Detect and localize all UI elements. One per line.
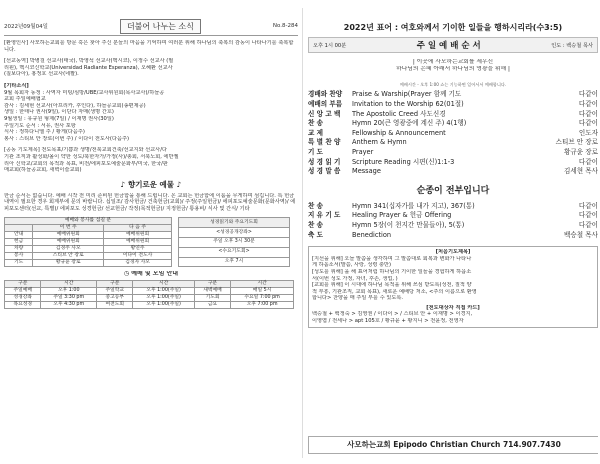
study-line: <수요기도회>	[179, 247, 290, 257]
news-item: 교회 주일예배협교	[4, 96, 46, 103]
prayer-line: 리아 신학교/교회의 목적과 목표, 비전/에피포도예술문화부/미국, 한국/판	[4, 160, 168, 167]
order-row: 찬 송 Hymn 341(십자가를 내가 지고), 367(통) 다같이	[308, 201, 598, 210]
duty-cell: 예배위원회	[33, 239, 104, 246]
schedule-header: 시간	[41, 281, 96, 288]
study-table-title: 성경읽기와 주요기도회	[179, 218, 290, 228]
duty-cell: 예배위원회	[104, 239, 172, 246]
sermon-title: 순종이 전부입니다	[416, 185, 490, 196]
order-row: 기 도 Prayer 황규윤 장로	[308, 147, 598, 156]
left-column	[4, 0, 298, 464]
prayer-box-line: [지선을 위해] 오늘 말씀을 생각하며 그 말씀대로 회복과 변화가 나타나	[312, 255, 472, 262]
service-time: 오후 1시 00분	[313, 42, 347, 49]
duty-cell: 김경주 사모	[33, 246, 104, 253]
evangelism-line: 백승철 + 백정숙 > 김영권 / 이다이 > / 스티브 안 + 이재명 > 이경지,	[312, 311, 473, 318]
duty-table-title: 예배와 봉사를 섬길 분	[5, 218, 172, 225]
duty-cell: 김경자 사모	[104, 260, 172, 267]
prayer-box-line: 게 하옵소서(말씀, 사랑, 성령 충만)	[312, 262, 392, 269]
prayer-box-line: 적 부흥, 기관조직, 교회 목표), 새로운 예배당 처소, <주의 이름으로 환영	[312, 288, 477, 295]
bulletin-date: 2022년09월04일	[4, 24, 48, 30]
missionary-line: (칠보다아), 홍정호 선교사(네팔).	[4, 71, 79, 78]
study-table	[178, 217, 290, 267]
duty-header	[5, 225, 33, 232]
schedule-header: 시간	[133, 281, 194, 288]
issue-number: No.8-284	[272, 23, 298, 29]
order-of-service	[308, 90, 598, 176]
duty-header: 이 번 주	[33, 225, 104, 232]
evangelism-title: [전도대상자 직접 카드]	[426, 304, 480, 311]
order-row: 특 별 찬 양 Anthem & Hymn 스티브 안 장로	[308, 138, 598, 147]
prayer-box	[308, 246, 598, 328]
order-row: 찬 송 Hymn 5장(이 천지간 만물들아), 5(통) 다같이	[308, 220, 598, 229]
news-item: 감사 : 김세현 선교사(아프리카, 후인다), 하늘공교회(송편제공)	[4, 102, 146, 109]
welcome-text: [환영인사] 사모하는교회를 방문 혹은 찾아 주신 분들의 마음을 기억하며 여러분 위해 하나님의 축복의 감동이 나타나기를 축복합니다.	[4, 40, 294, 53]
missionary-line: 리핀), 멕시코신학교(Universidad Radiante Esperanza), 오혜환 선교사	[4, 64, 173, 71]
duty-cell: 안내	[5, 232, 33, 239]
service-leader: 인도 : 백승철 목사	[551, 42, 593, 49]
study-line: 오후 7시	[179, 257, 290, 267]
schedule-table	[4, 280, 294, 309]
duty-cell: 봉사	[5, 253, 33, 260]
prayer-box-line: [교회를 위해] 이 시대에 하나님 목적을 위해 쓰심 받도록(성전, 질적 양	[312, 282, 472, 289]
schedule-header: 구분	[5, 281, 41, 288]
order-row: 성 경 읽 기 Scripture Reading 시편(신)1:1-3 다같이	[308, 157, 598, 166]
schedule-cell: 중고등부	[96, 295, 132, 302]
order-row: 신 앙 고 백 The Apostolic Creed 사도신경 다같이	[308, 109, 598, 118]
duty-cell: 예배위원회	[104, 232, 172, 239]
clock-icon: ◷	[123, 271, 132, 278]
call-line: 하나님의 은혜 아래서 하나님의 영광을 위해 |	[396, 66, 510, 73]
worship-note: 예배시간 - 오후 1:00 쇼는 기능하면 일어서서 예배합니다.	[399, 81, 507, 87]
prayer-box-line: 합니다> 찬양을 매 주일 부를 수 있도록.	[312, 295, 404, 302]
schedule-cell: 주일예배	[5, 288, 41, 295]
news-heading: [기타소식]	[4, 82, 29, 89]
schedule-cell: 오후 7:00 pm	[231, 302, 294, 309]
schedule-cell: 오후 1:00(주일)	[133, 288, 194, 295]
year-theme: 2022년 표어 : 여호와께서 기이한 일들을 행하시리라(수3:5)	[343, 23, 563, 32]
news-section	[4, 83, 298, 142]
schedule-cell: 수요일 7:00 pm	[231, 295, 294, 302]
order-row: 교 제 Fellowship & Announcement 인도자	[308, 128, 598, 137]
duty-table	[4, 217, 172, 267]
duty-header: 다 음 주	[104, 225, 172, 232]
order-row: 예배의 부름 Invitation to the Worship 62(01절) 다같이	[308, 100, 598, 108]
schedule-title: ◷ 예배 및 모임 안내	[123, 271, 179, 278]
evangelism-line: 이영엽 / 전세나 > apt 105호 / 황규윤 + 황지니 > 전윤정, 전영자	[312, 318, 464, 325]
right-column	[308, 0, 598, 464]
duty-cell: 차량	[5, 246, 33, 253]
schedule-header: 구분	[96, 281, 132, 288]
missionary-line: [선교동역] 박병걸 선교사(태국), 박영석 선교사(멕시코), 이정수 선교사 (필	[4, 58, 174, 65]
schedule-cell: 여전도회	[96, 302, 132, 309]
duty-cell: 황규윤 장로	[33, 260, 104, 267]
news-item: 생일 : 한태나 권사(9일), 이단다 자매(생명 간호)	[4, 109, 114, 116]
study-line: <성경공개강좌>	[179, 228, 290, 238]
offering-title: ♪ 향기로운 예물 ♪	[120, 179, 182, 189]
schedule-cell: 주일학교	[96, 288, 132, 295]
duty-cell: 예배위원회	[33, 232, 104, 239]
schedule-cell: 매일 5시	[231, 288, 294, 295]
header-rule	[4, 35, 298, 36]
schedule-cell: 오후 1:00(주일)	[133, 295, 194, 302]
schedule-cell: 주일 3:30 pm	[41, 295, 96, 302]
order-row: 축 도 Benediction 백승철 목사	[308, 230, 598, 239]
call-line: | 이곳에 사모하는교회를 세우신	[412, 59, 494, 65]
news-item: 식사 : 정하다니엘 주 / 황게(다음주)	[4, 129, 85, 136]
schedule-cell: 성경강좌	[5, 295, 41, 302]
news-item: 9월생일 : 유규원 형제(7일) / 이재명 권사(30일)	[4, 115, 114, 122]
duty-cell: 스티브 안 장로	[33, 253, 104, 260]
schedule-cell: 새벽예배	[194, 288, 230, 295]
service-title: 주 일 예 배 순 서	[416, 41, 481, 51]
prayer-box-line: 서(이번 성도 가정, 자녀, 후손, 생업, )	[312, 275, 398, 282]
order-row: 지 유 기 도 Healing Prayer & 헌금 Offering 다같이	[308, 211, 598, 220]
prayer-box-line: [성도를 위해] 을 해 표어처럼 하나님의 기이한 일들을 경험하게 하옵소	[312, 268, 472, 275]
service-bar	[308, 37, 598, 53]
duty-cell: 기도	[5, 260, 33, 267]
prayer-line: 기관 조직과 활성화/올이 약한 성도/북한자가/가정(사)/총회, 서북노회, 에반젤	[4, 153, 179, 160]
schedule-cell: 오후 1:00(주일)	[133, 302, 194, 309]
duty-cell: 이다이 전도사	[104, 253, 172, 260]
news-item: 주일기도 순서 : 서유, 권사 포항	[4, 122, 76, 129]
order-row: 찬 송 Hymn 20(큰 영광중에 계신 주) 4(1행) 다같이	[308, 119, 598, 128]
order-row: 경배와 찬양 Praise & Warship(Prayer 함께 기도 다같이	[308, 90, 598, 99]
newsletter-header	[4, 20, 298, 32]
schedule-cell: 금요	[194, 302, 230, 309]
duty-cell: 황연주	[104, 246, 172, 253]
schedule-cell: 오후 4:30 pm	[41, 302, 96, 309]
study-line: 주일 오후 3시 30분	[179, 238, 290, 248]
duty-cell: 헌금	[5, 239, 33, 246]
offering-text: 한금 순서는 없습니다. 예배 시작 전 미리 준비된 헌금함을 통해 드립니다. 온 교회는 헌금함에 이룸을 무게하며 섬깁니다. 특 헌금 내역이 필요한 경우 회계부에 문의 바랍니다. 십일조/ 감사헌금/ 건축헌금(교회)/ 주정(주일헌금)/ 에피포도예술문화(문화사역)/ 에피포도센터(선교, 특별)/ 에피포도 성경헌금/ 선교헌금/ 작정(목적헌금)/ 지정헌금/ 통용비/ 식사 및 간식/ 기타	[4, 192, 296, 212]
missionary-section	[4, 58, 298, 78]
order-row: 성 경 말 씀 Message 김세현 목사	[308, 167, 598, 176]
tables-row	[4, 217, 298, 267]
prayer-box-title: [처음기도제목]	[435, 249, 471, 256]
newsletter-title: 더불어 나누는 소식	[120, 19, 201, 34]
schedule-cell: 목요성경	[5, 302, 41, 309]
church-footer: 사모하는교회 Epipodo Christian Church 714.907.7430	[308, 436, 598, 454]
schedule-cell: 오후 1:00	[41, 288, 96, 295]
prayer-line: [공동 기도제목] 전도목표/기쁨과 생명/전북교회건축/선교지와 선교사/다	[4, 147, 167, 154]
column-divider	[302, 8, 303, 458]
schedule-cell: 기도회	[194, 295, 230, 302]
prayer-topics	[4, 147, 298, 173]
schedule-header: 시간	[231, 281, 294, 288]
schedule-header: 구분	[194, 281, 230, 288]
order-of-service-2	[308, 202, 598, 240]
prayer-line: 매교회(하늘공교회, 새벽이슬교회)	[4, 167, 82, 174]
news-item: 9월 목회자 동정 : 사역자 미팅/심방/UBE/교사위원회(목사교사)/하늘공	[4, 89, 165, 96]
news-item: 봉사 : 스티브 안 장로(이번 주) / 이다이 전도사(다음주)	[4, 135, 130, 142]
